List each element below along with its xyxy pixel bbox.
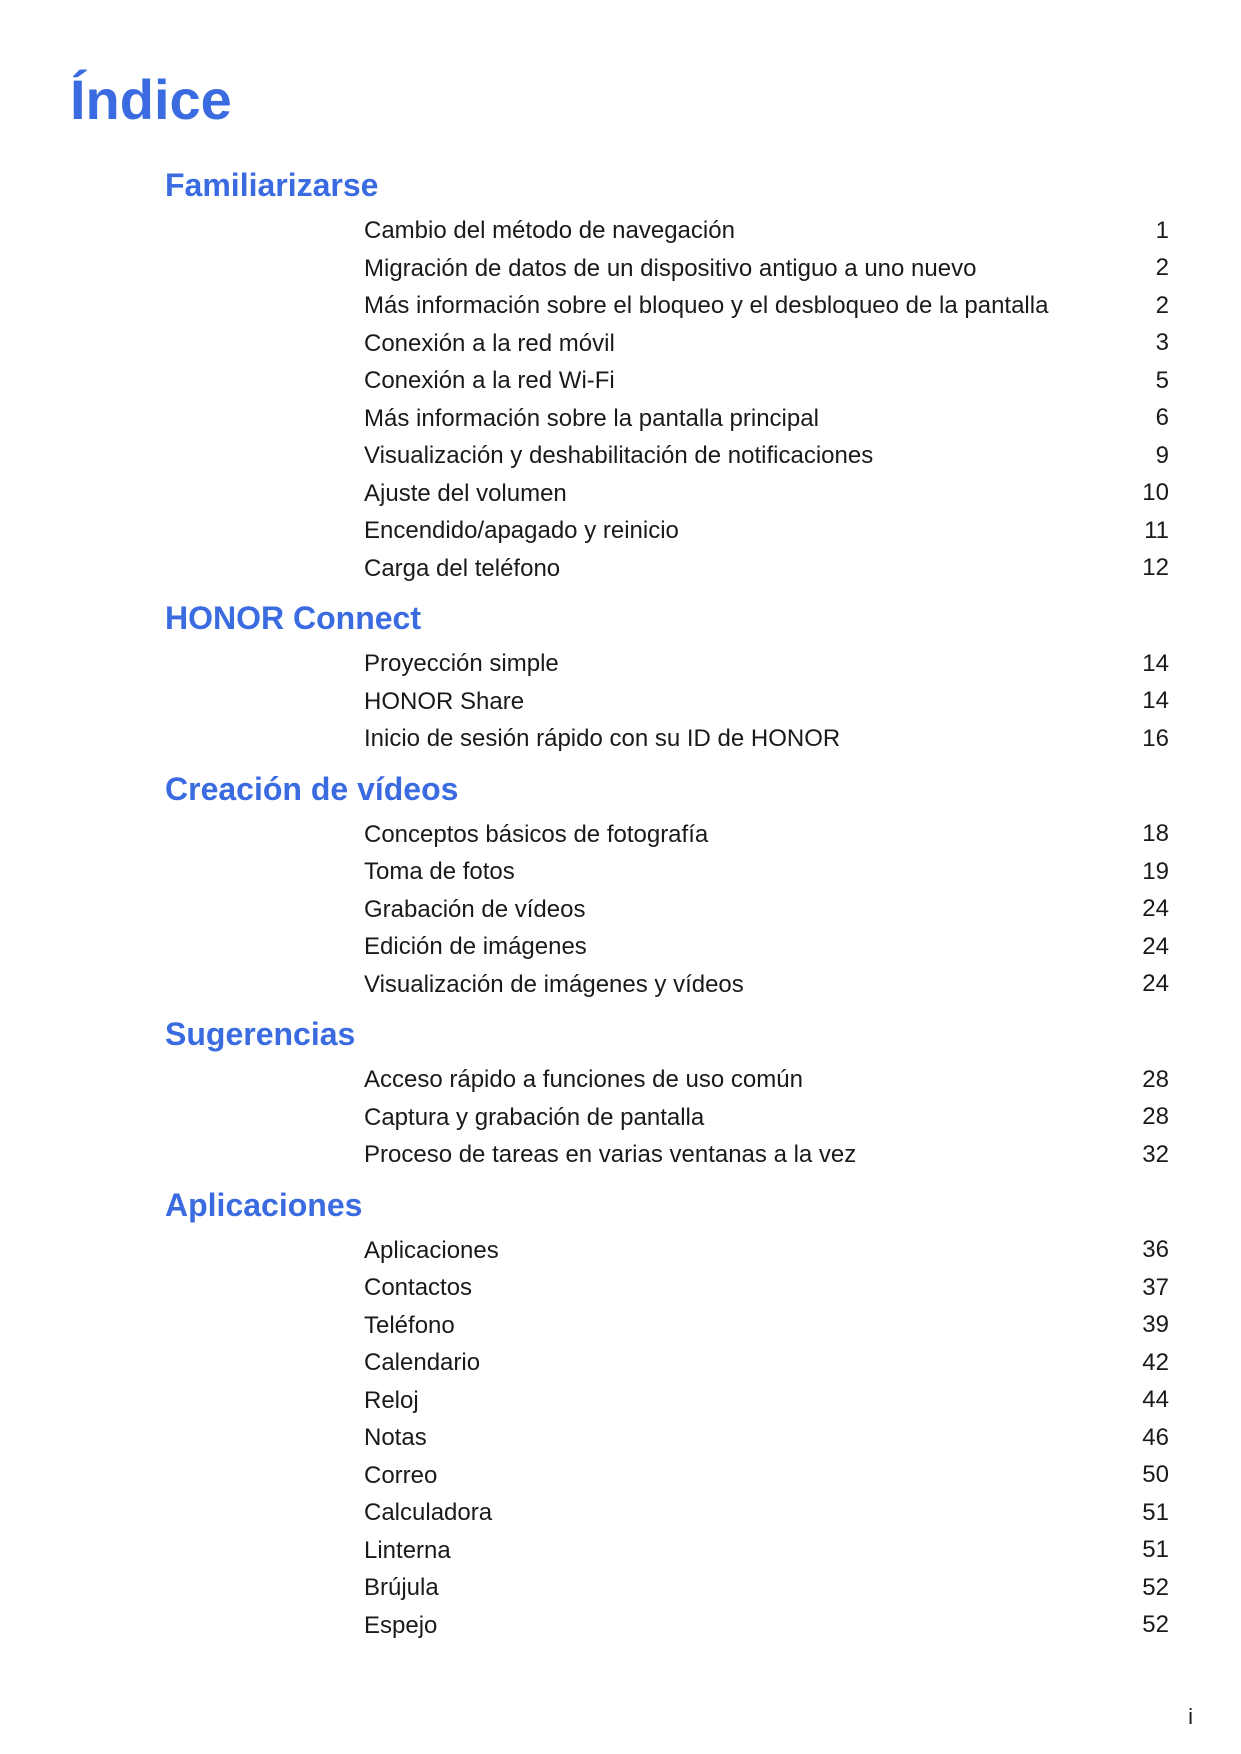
toc-entry[interactable] [0, 550, 1241, 588]
toc-entry-title: Conexión a la red móvil [364, 329, 615, 357]
toc-entry[interactable] [0, 1232, 1241, 1270]
toc-entry-page-number: 11 [1144, 516, 1169, 544]
toc-entry-page-number: 36 [1142, 1236, 1169, 1264]
toc-entry[interactable] [0, 645, 1241, 683]
toc-entry[interactable] [0, 1269, 1241, 1307]
toc-entry-page-number: 50 [1142, 1461, 1169, 1489]
toc-entry[interactable] [0, 400, 1241, 438]
toc-entry-title: Ajuste del volumen [364, 479, 567, 507]
toc-entry-page-number: 14 [1142, 687, 1169, 715]
toc-entry-page-number: 2 [1155, 291, 1169, 319]
toc-entry-title: Espejo [364, 1611, 438, 1639]
toc-entry[interactable] [0, 250, 1241, 288]
section-heading[interactable]: Familiarizarse [165, 167, 379, 203]
toc-entry-title: Inicio de sesión rápido con su ID de HONOR [364, 725, 841, 752]
toc-entry-title: Conceptos básicos de fotografía [364, 820, 709, 848]
toc-entry-page-number: 18 [1142, 820, 1169, 848]
toc-entry-page-number: 44 [1142, 1386, 1169, 1414]
toc-entry[interactable] [0, 212, 1241, 250]
toc-entry[interactable] [0, 1382, 1241, 1420]
toc-entry[interactable] [0, 1099, 1241, 1137]
toc-entry-title: Más información sobre el bloqueo y el desbloqueo de la pantalla [364, 292, 1049, 319]
toc-entry-title: Aplicaciones [364, 1236, 499, 1264]
toc-entry-title: Acceso rápido a funciones de uso común [364, 1066, 803, 1093]
toc-entry-title: Calculadora [364, 1499, 493, 1526]
toc-entry-title: Encendido/apagado y reinicio [364, 517, 679, 544]
toc-section [0, 593, 1241, 758]
toc-entry-title: Cambio del método de navegación [364, 217, 735, 244]
toc-entry-page-number: 52 [1142, 1573, 1169, 1601]
toc-entry-page-number: 51 [1142, 1536, 1169, 1564]
toc-entry-page-number: 28 [1142, 1065, 1169, 1093]
toc-entry-title: Proyección simple [364, 650, 559, 677]
toc-entry-page-number: 24 [1142, 932, 1169, 960]
toc-entry-page-number: 19 [1142, 857, 1169, 885]
toc-entry[interactable] [0, 362, 1241, 400]
toc-entry[interactable] [0, 475, 1241, 513]
toc-entry-title: Linterna [364, 1536, 451, 1564]
toc-entry-page-number: 1 [1155, 216, 1169, 244]
toc-entry[interactable] [0, 1532, 1241, 1570]
toc-entry-title: Conexión a la red Wi-Fi [364, 367, 615, 394]
toc-entry-title: HONOR Share [364, 687, 525, 715]
toc-section [0, 1009, 1241, 1174]
toc-entry[interactable] [0, 437, 1241, 475]
toc-entry-title: Calendario [364, 1349, 481, 1376]
toc-entry-title: Brújula [364, 1574, 439, 1601]
toc-entry-page-number: 10 [1142, 479, 1169, 507]
toc-entry[interactable] [0, 853, 1241, 891]
toc-section [0, 1180, 1241, 1645]
toc-entry-page-number: 42 [1142, 1348, 1169, 1376]
toc-entry-title: Correo [364, 1461, 438, 1489]
toc-entry-title: Visualización de imágenes y vídeos [364, 970, 744, 998]
page-number: i [1188, 1704, 1193, 1729]
page-title: Índice [70, 68, 232, 131]
toc-entry[interactable] [0, 1457, 1241, 1495]
toc-section [0, 764, 1241, 1004]
toc-entry-page-number: 3 [1155, 329, 1169, 357]
section-heading[interactable]: HONOR Connect [165, 600, 421, 636]
toc-entry[interactable] [0, 1569, 1241, 1607]
toc-entry-page-number: 24 [1142, 895, 1169, 923]
toc-entry-page-number: 51 [1142, 1498, 1169, 1526]
toc-entry[interactable] [0, 512, 1241, 550]
toc-entry-page-number: 28 [1142, 1103, 1169, 1131]
toc-entry-page-number: 39 [1142, 1311, 1169, 1339]
toc-entry-title: Reloj [364, 1386, 419, 1414]
toc-entry[interactable] [0, 325, 1241, 363]
toc-entry-page-number: 16 [1142, 724, 1169, 752]
toc-entry-page-number: 32 [1142, 1140, 1169, 1168]
section-heading[interactable]: Aplicaciones [165, 1186, 363, 1223]
toc-entry-title: Proceso de tareas en varias ventanas a la vez [364, 1141, 857, 1168]
toc-entry-page-number: 12 [1142, 554, 1169, 582]
toc-entry[interactable] [0, 891, 1241, 929]
toc-entry-title: Carga del teléfono [364, 554, 561, 582]
toc-entry[interactable] [0, 1344, 1241, 1382]
toc-entry-page-number: 9 [1155, 441, 1169, 469]
toc-entry[interactable] [0, 1136, 1241, 1174]
toc-entry[interactable] [0, 1419, 1241, 1457]
toc-entry[interactable] [0, 1061, 1241, 1099]
toc-entry[interactable] [0, 287, 1241, 325]
toc-entry[interactable] [0, 928, 1241, 966]
toc-entry-page-number: 6 [1155, 404, 1169, 432]
toc-entry-page-number: 52 [1142, 1611, 1169, 1639]
toc-entry-title: Captura y grabación de pantalla [364, 1103, 705, 1131]
table-of-contents [0, 160, 1241, 1650]
toc-entry-page-number: 5 [1155, 366, 1169, 394]
toc-entry-page-number: 14 [1142, 649, 1169, 677]
toc-entry-page-number: 46 [1142, 1423, 1169, 1451]
toc-entry-title: Notas [364, 1424, 427, 1451]
toc-entry-page-number: 2 [1155, 254, 1169, 282]
toc-entry-page-number: 24 [1142, 970, 1169, 998]
toc-entry[interactable] [0, 1307, 1241, 1345]
toc-entry-title: Teléfono [364, 1311, 455, 1339]
toc-entry[interactable] [0, 816, 1241, 854]
toc-entry-page-number: 37 [1142, 1273, 1169, 1301]
section-heading[interactable]: Sugerencias [165, 1016, 356, 1052]
toc-entry[interactable] [0, 720, 1241, 758]
toc-entry[interactable] [0, 966, 1241, 1004]
toc-entry[interactable] [0, 683, 1241, 721]
toc-entry-title: Grabación de vídeos [364, 895, 586, 923]
toc-entry-title: Toma de fotos [364, 858, 515, 885]
toc-entry-title: Edición de imágenes [364, 933, 587, 960]
section-heading[interactable]: Creación de vídeos [165, 770, 459, 807]
toc-entry[interactable] [0, 1607, 1241, 1645]
toc-section [0, 160, 1241, 587]
toc-entry-title: Contactos [364, 1274, 473, 1301]
toc-entry-title: Migración de datos de un dispositivo antiguo a uno nuevo [364, 254, 977, 282]
toc-entry-title: Visualización y deshabilitación de notificaciones [364, 442, 874, 469]
toc-entry[interactable] [0, 1494, 1241, 1532]
toc-entry-title: Más información sobre la pantalla principal [364, 404, 819, 432]
